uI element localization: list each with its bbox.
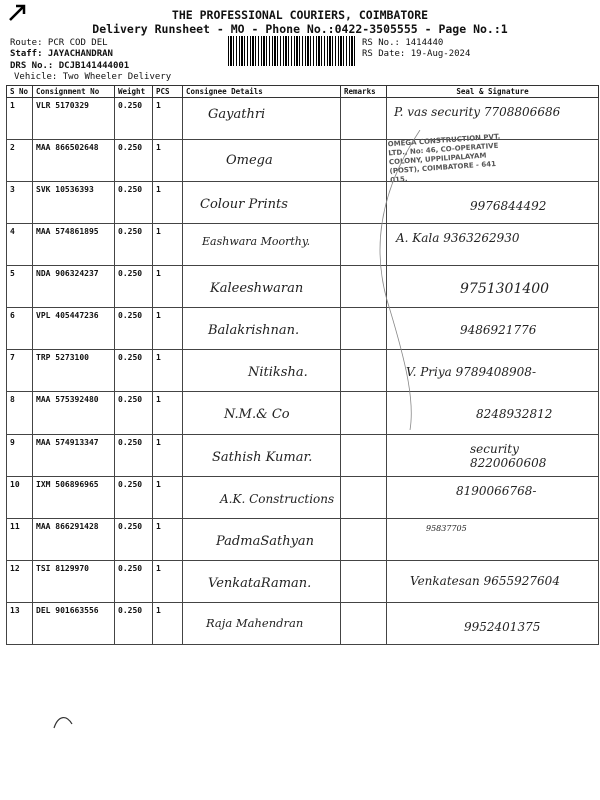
table-row (7, 224, 599, 266)
table-row (7, 392, 599, 434)
pen-stroke-decoration (360, 130, 450, 430)
row-consignee (183, 476, 341, 518)
row-pcs: 1 (153, 518, 183, 560)
row-remarks (341, 476, 387, 518)
row-weight: 0.250 (115, 518, 153, 560)
table-row (7, 308, 599, 350)
row-sno: 5 (7, 266, 33, 308)
row-weight: 0.250 (115, 308, 153, 350)
col-sno-header: S No (7, 86, 33, 98)
row-pcs: 1 (153, 98, 183, 140)
signature-handwriting: 95837705 (426, 523, 467, 533)
row-weight: 0.250 (115, 266, 153, 308)
consignee-handwriting: Nitiksha. (248, 365, 308, 381)
drs-number: DRS No.: DCJB141444001 (10, 61, 130, 71)
row-sno: 1 (7, 98, 33, 140)
consignee-handwriting: N.M.& Co (224, 407, 290, 423)
row-signature (387, 560, 599, 602)
row-sno: 3 (7, 182, 33, 224)
col-weight-header: Weight (115, 86, 153, 98)
row-signature (387, 518, 599, 560)
table-row (7, 266, 599, 308)
table-row (7, 560, 599, 602)
company-seal-stamp: OMEGA CONSTRUCTION PVT. LTD., No: 46, CO-OPERATIVE COLONY, UPPILIPALAYAM (POST), COIMBATORE - 641 015. (387, 132, 501, 185)
row-weight: 0.250 (115, 140, 153, 182)
row-pcs: 1 (153, 140, 183, 182)
row-sno: 9 (7, 434, 33, 476)
signature-handwriting: 9976844492 (470, 199, 547, 214)
consignee-handwriting: PadmaSathyan (216, 533, 315, 549)
signature-handwriting: security 8220060608 (470, 441, 547, 470)
row-sno: 12 (7, 560, 33, 602)
row-consignee (183, 350, 341, 392)
table-row (7, 140, 599, 182)
row-remarks (341, 602, 387, 644)
consignee-handwriting: A.K. Constructions (220, 491, 335, 506)
row-sno: 6 (7, 308, 33, 350)
consignee-handwriting: Sathish Kumar. (212, 449, 313, 465)
consignee-handwriting: Eashwara Moorthy. (202, 235, 311, 249)
row-weight: 0.250 (115, 560, 153, 602)
row-weight: 0.250 (115, 224, 153, 266)
row-consignee (183, 98, 341, 140)
col-signature-header: Seal & Signature (387, 86, 599, 98)
barcode-image (228, 36, 356, 66)
row-consignment: TRP 5273100 (33, 350, 115, 392)
row-consignment: DEL 901663556 (33, 602, 115, 644)
row-pcs: 1 (153, 434, 183, 476)
row-remarks (341, 518, 387, 560)
row-weight: 0.250 (115, 434, 153, 476)
row-pcs: 1 (153, 182, 183, 224)
row-pcs: 1 (153, 350, 183, 392)
row-consignment: TSI 8129970 (33, 560, 115, 602)
row-consignee (183, 140, 341, 182)
row-consignee (183, 602, 341, 644)
col-pcs-header: PCS (153, 86, 183, 98)
row-consignment: SVK 10536393 (33, 182, 115, 224)
col-consignment-header: Consignment No (33, 86, 115, 98)
row-pcs: 1 (153, 476, 183, 518)
col-remarks-header: Remarks (341, 86, 387, 98)
row-consignee (183, 182, 341, 224)
consignee-handwriting: Gayathri (208, 107, 266, 122)
row-sno: 13 (7, 602, 33, 644)
row-sno: 11 (7, 518, 33, 560)
row-pcs: 1 (153, 560, 183, 602)
row-consignee (183, 434, 341, 476)
staff-label: Staff: JAYACHANDRAN (10, 49, 113, 59)
table-row (7, 350, 599, 392)
row-weight: 0.250 (115, 182, 153, 224)
consignee-handwriting: Kaleeshwaran (210, 281, 304, 297)
signature-handwriting: V. Priya 9789408908- (406, 365, 536, 380)
row-signature (387, 476, 599, 518)
row-pcs: 1 (153, 308, 183, 350)
row-signature (387, 602, 599, 644)
row-weight: 0.250 (115, 392, 153, 434)
row-consignment: VLR 5170329 (33, 98, 115, 140)
row-remarks (341, 560, 387, 602)
row-weight: 0.250 (115, 98, 153, 140)
row-weight: 0.250 (115, 350, 153, 392)
signature-handwriting: 9751301400 (460, 281, 550, 298)
col-consignee-header: Consignee Details (183, 86, 341, 98)
row-consignee (183, 518, 341, 560)
rs-date: RS Date: 19-Aug-2024 (362, 49, 471, 59)
signature-handwriting: Venkatesan 9655927604 (410, 573, 560, 588)
signature-handwriting: 9486921776 (460, 323, 537, 338)
table-row (7, 182, 599, 224)
row-signature (387, 434, 599, 476)
runsheet-table (6, 85, 599, 645)
table-row (7, 518, 599, 560)
consignee-handwriting: VenkataRaman. (208, 575, 312, 591)
row-consignment: NDA 906324237 (33, 266, 115, 308)
row-consignee (183, 560, 341, 602)
row-consignee (183, 224, 341, 266)
consignee-handwriting: Colour Prints (200, 197, 288, 213)
signature-handwriting: 9952401375 (464, 619, 541, 634)
row-weight: 0.250 (115, 602, 153, 644)
row-consignee (183, 266, 341, 308)
signature-handwriting: P. vas security 7708806686 (394, 105, 561, 119)
consignee-handwriting: Balakrishnan. (208, 323, 300, 339)
consignee-handwriting: Raja Mahendran (206, 615, 304, 630)
row-consignee (183, 308, 341, 350)
row-consignment: VPL 405447236 (33, 308, 115, 350)
table-row (7, 434, 599, 476)
consignee-handwriting: Omega (226, 153, 273, 169)
signature-handwriting: 8248932812 (476, 407, 553, 422)
row-sno: 2 (7, 140, 33, 182)
row-consignment: MAA 866291428 (33, 518, 115, 560)
row-sno: 4 (7, 224, 33, 266)
row-consignment: MAA 866502648 (33, 140, 115, 182)
row-consignment: MAA 574861895 (33, 224, 115, 266)
vehicle-label: Vehicle: Two Wheeler Delivery (14, 72, 172, 82)
runsheet-subtitle: Delivery Runsheet - MO - Phone No.:0422-3505555 - Page No.:1 (92, 22, 508, 36)
row-consignment: MAA 574913347 (33, 434, 115, 476)
row-pcs: 1 (153, 224, 183, 266)
table-row (7, 602, 599, 644)
row-sno: 7 (7, 350, 33, 392)
row-sno: 8 (7, 392, 33, 434)
row-remarks (341, 434, 387, 476)
row-weight: 0.250 (115, 476, 153, 518)
route-label: Route: PCR COD DEL (10, 38, 108, 48)
table-header-row (7, 86, 599, 98)
signature-handwriting: A. Kala 9363262930 (396, 231, 520, 246)
company-title: THE PROFESSIONAL COURIERS, COIMBATORE (171, 8, 429, 22)
pen-scribble-mark (50, 712, 80, 732)
row-consignment: IXM 506896965 (33, 476, 115, 518)
row-consignee (183, 392, 341, 434)
row-consignment: MAA 575392480 (33, 392, 115, 434)
row-pcs: 1 (153, 392, 183, 434)
row-pcs: 1 (153, 266, 183, 308)
rs-number: RS No.: 1414440 (362, 38, 444, 48)
signature-handwriting: 8190066768- (456, 483, 537, 498)
row-pcs: 1 (153, 602, 183, 644)
table-row (7, 476, 599, 518)
row-sno: 10 (7, 476, 33, 518)
